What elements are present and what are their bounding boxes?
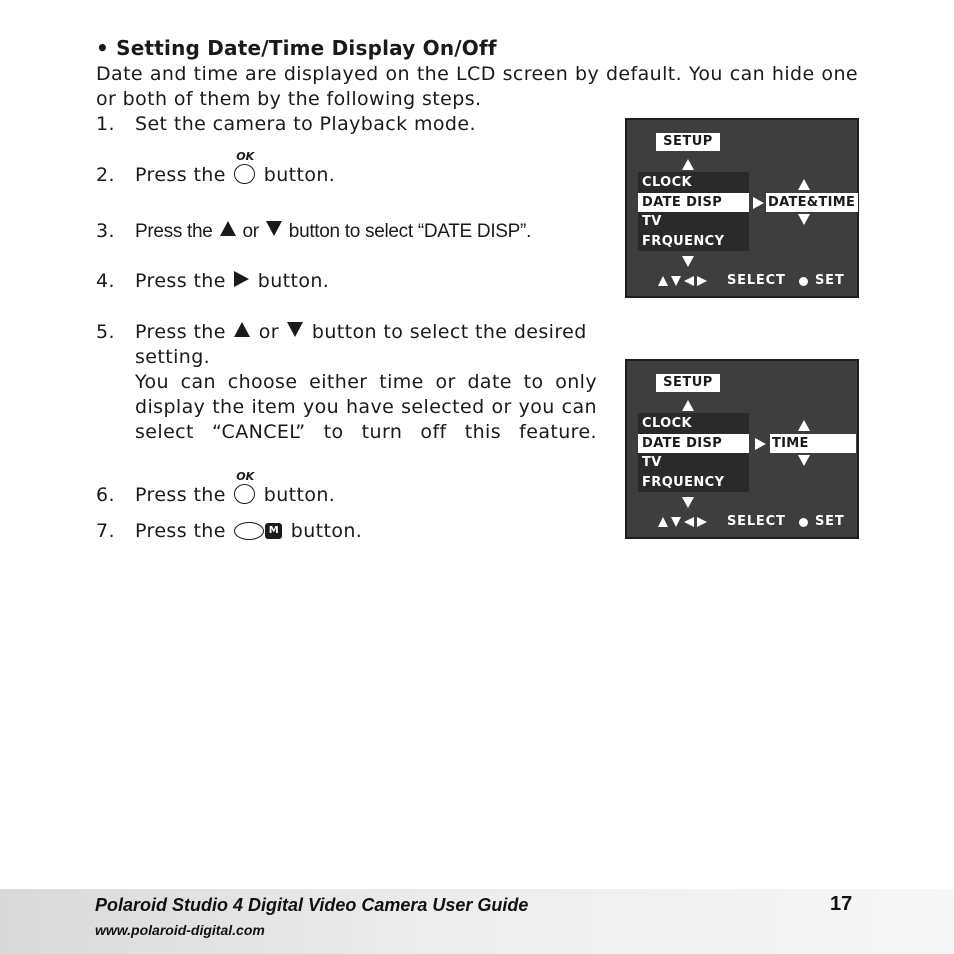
heading-bullet: • (96, 36, 109, 60)
step-5 (96, 320, 598, 470)
up-arrow-icon (798, 420, 810, 431)
step-number: 6. (96, 484, 115, 506)
lcd-set-label: SET (815, 514, 845, 529)
oval-button-icon (234, 522, 264, 540)
step-text-after: button. (263, 484, 336, 506)
ok-button-icon (234, 470, 255, 504)
up-arrow-icon (682, 159, 694, 170)
step-number: 1. (96, 113, 115, 135)
step-number: 2. (96, 164, 115, 186)
down-arrow-icon (266, 221, 282, 236)
page-footer (0, 889, 954, 954)
heading-title: Setting Date/Time Display On/Off (116, 36, 497, 60)
right-arrow-icon (753, 197, 764, 209)
lcd-screen-time (625, 359, 859, 539)
step-note: You can choose either time or date to only display the item you have selected or you can select “CANCEL” to turn off this feature. (135, 371, 597, 443)
step-text-or: or (242, 221, 259, 242)
down-arrow-icon (798, 214, 810, 225)
step-text-before: Press the (135, 484, 226, 506)
menu-button-icon (234, 522, 282, 540)
menu-key-label: M (265, 523, 282, 539)
footer-url: www.polaroid-digital.com (95, 922, 265, 938)
nav-arrows-icon (658, 515, 707, 529)
lcd-value: DATE&TIME (766, 193, 858, 212)
step-text (135, 219, 531, 244)
step-text-after: button to select the desired (311, 321, 587, 343)
down-arrow-icon (682, 256, 694, 267)
step-text-after: button. (263, 164, 336, 186)
right-arrow-icon (755, 438, 766, 450)
step-text-before: Press the (135, 164, 226, 186)
step-text (135, 470, 336, 508)
lcd-menu-item: TV (642, 214, 662, 229)
step-number: 7. (96, 520, 115, 542)
step-text-before: Press the (135, 520, 226, 542)
page-number: 17 (830, 893, 853, 915)
up-arrow-icon (682, 400, 694, 411)
lcd-menu-item: CLOCK (642, 416, 693, 431)
lcd-menu-item-selected: DATE DISP (638, 434, 749, 453)
lcd-menu (638, 413, 749, 492)
step-text (135, 150, 336, 188)
ok-dot-icon (799, 277, 808, 286)
step-text-after: button. (257, 270, 330, 292)
ok-label: OK (236, 150, 255, 163)
step-number: 5. (96, 321, 115, 343)
step-text-before: Press the (135, 270, 226, 292)
lcd-select-label: SELECT (727, 514, 786, 529)
step-text-after: button. (290, 520, 363, 542)
down-arrow-icon (682, 497, 694, 508)
step-number: 3. (96, 220, 115, 242)
up-arrow-icon (798, 179, 810, 190)
up-arrow-icon (234, 322, 250, 337)
lcd-select-label: SELECT (727, 273, 786, 288)
lcd-menu-item: FRQUENCY (642, 475, 725, 490)
step-text-or: or (258, 321, 279, 343)
lcd-value: TIME (770, 434, 856, 453)
lcd-set-label: SET (815, 273, 845, 288)
step-text (135, 269, 329, 294)
ok-button-icon (234, 150, 255, 184)
ok-dot-icon (799, 518, 808, 527)
lcd-title: SETUP (656, 374, 720, 392)
step-text (135, 320, 597, 470)
lcd-title: SETUP (656, 133, 720, 151)
nav-arrows-icon (658, 274, 707, 288)
step-text-after: button to select “DATE DISP”. (288, 221, 532, 242)
step-number: 4. (96, 270, 115, 292)
down-arrow-icon (798, 455, 810, 466)
ok-label: OK (236, 470, 255, 483)
lcd-menu (638, 172, 749, 251)
step-text-before: Press the (135, 321, 226, 343)
intro-paragraph: Date and time are displayed on the LCD screen by default. You can hide one or both of them by the following steps. (96, 63, 858, 110)
right-arrow-icon (234, 271, 249, 287)
section-heading (96, 36, 497, 60)
down-arrow-icon (287, 322, 303, 337)
footer-guide-title: Polaroid Studio 4 Digital Video Camera User Guide (95, 895, 529, 915)
lcd-menu-item: CLOCK (642, 175, 693, 190)
up-arrow-icon (220, 221, 236, 236)
lcd-menu-item: TV (642, 455, 662, 470)
step-text-before: Press the (135, 221, 213, 242)
step-text (135, 519, 362, 544)
lcd-menu-item: FRQUENCY (642, 234, 725, 249)
step-text-line2: setting. (135, 346, 211, 368)
lcd-menu-item-selected: DATE DISP (638, 193, 749, 212)
step-text: Set the camera to Playback mode. (135, 113, 476, 135)
lcd-screen-date-time (625, 118, 859, 298)
